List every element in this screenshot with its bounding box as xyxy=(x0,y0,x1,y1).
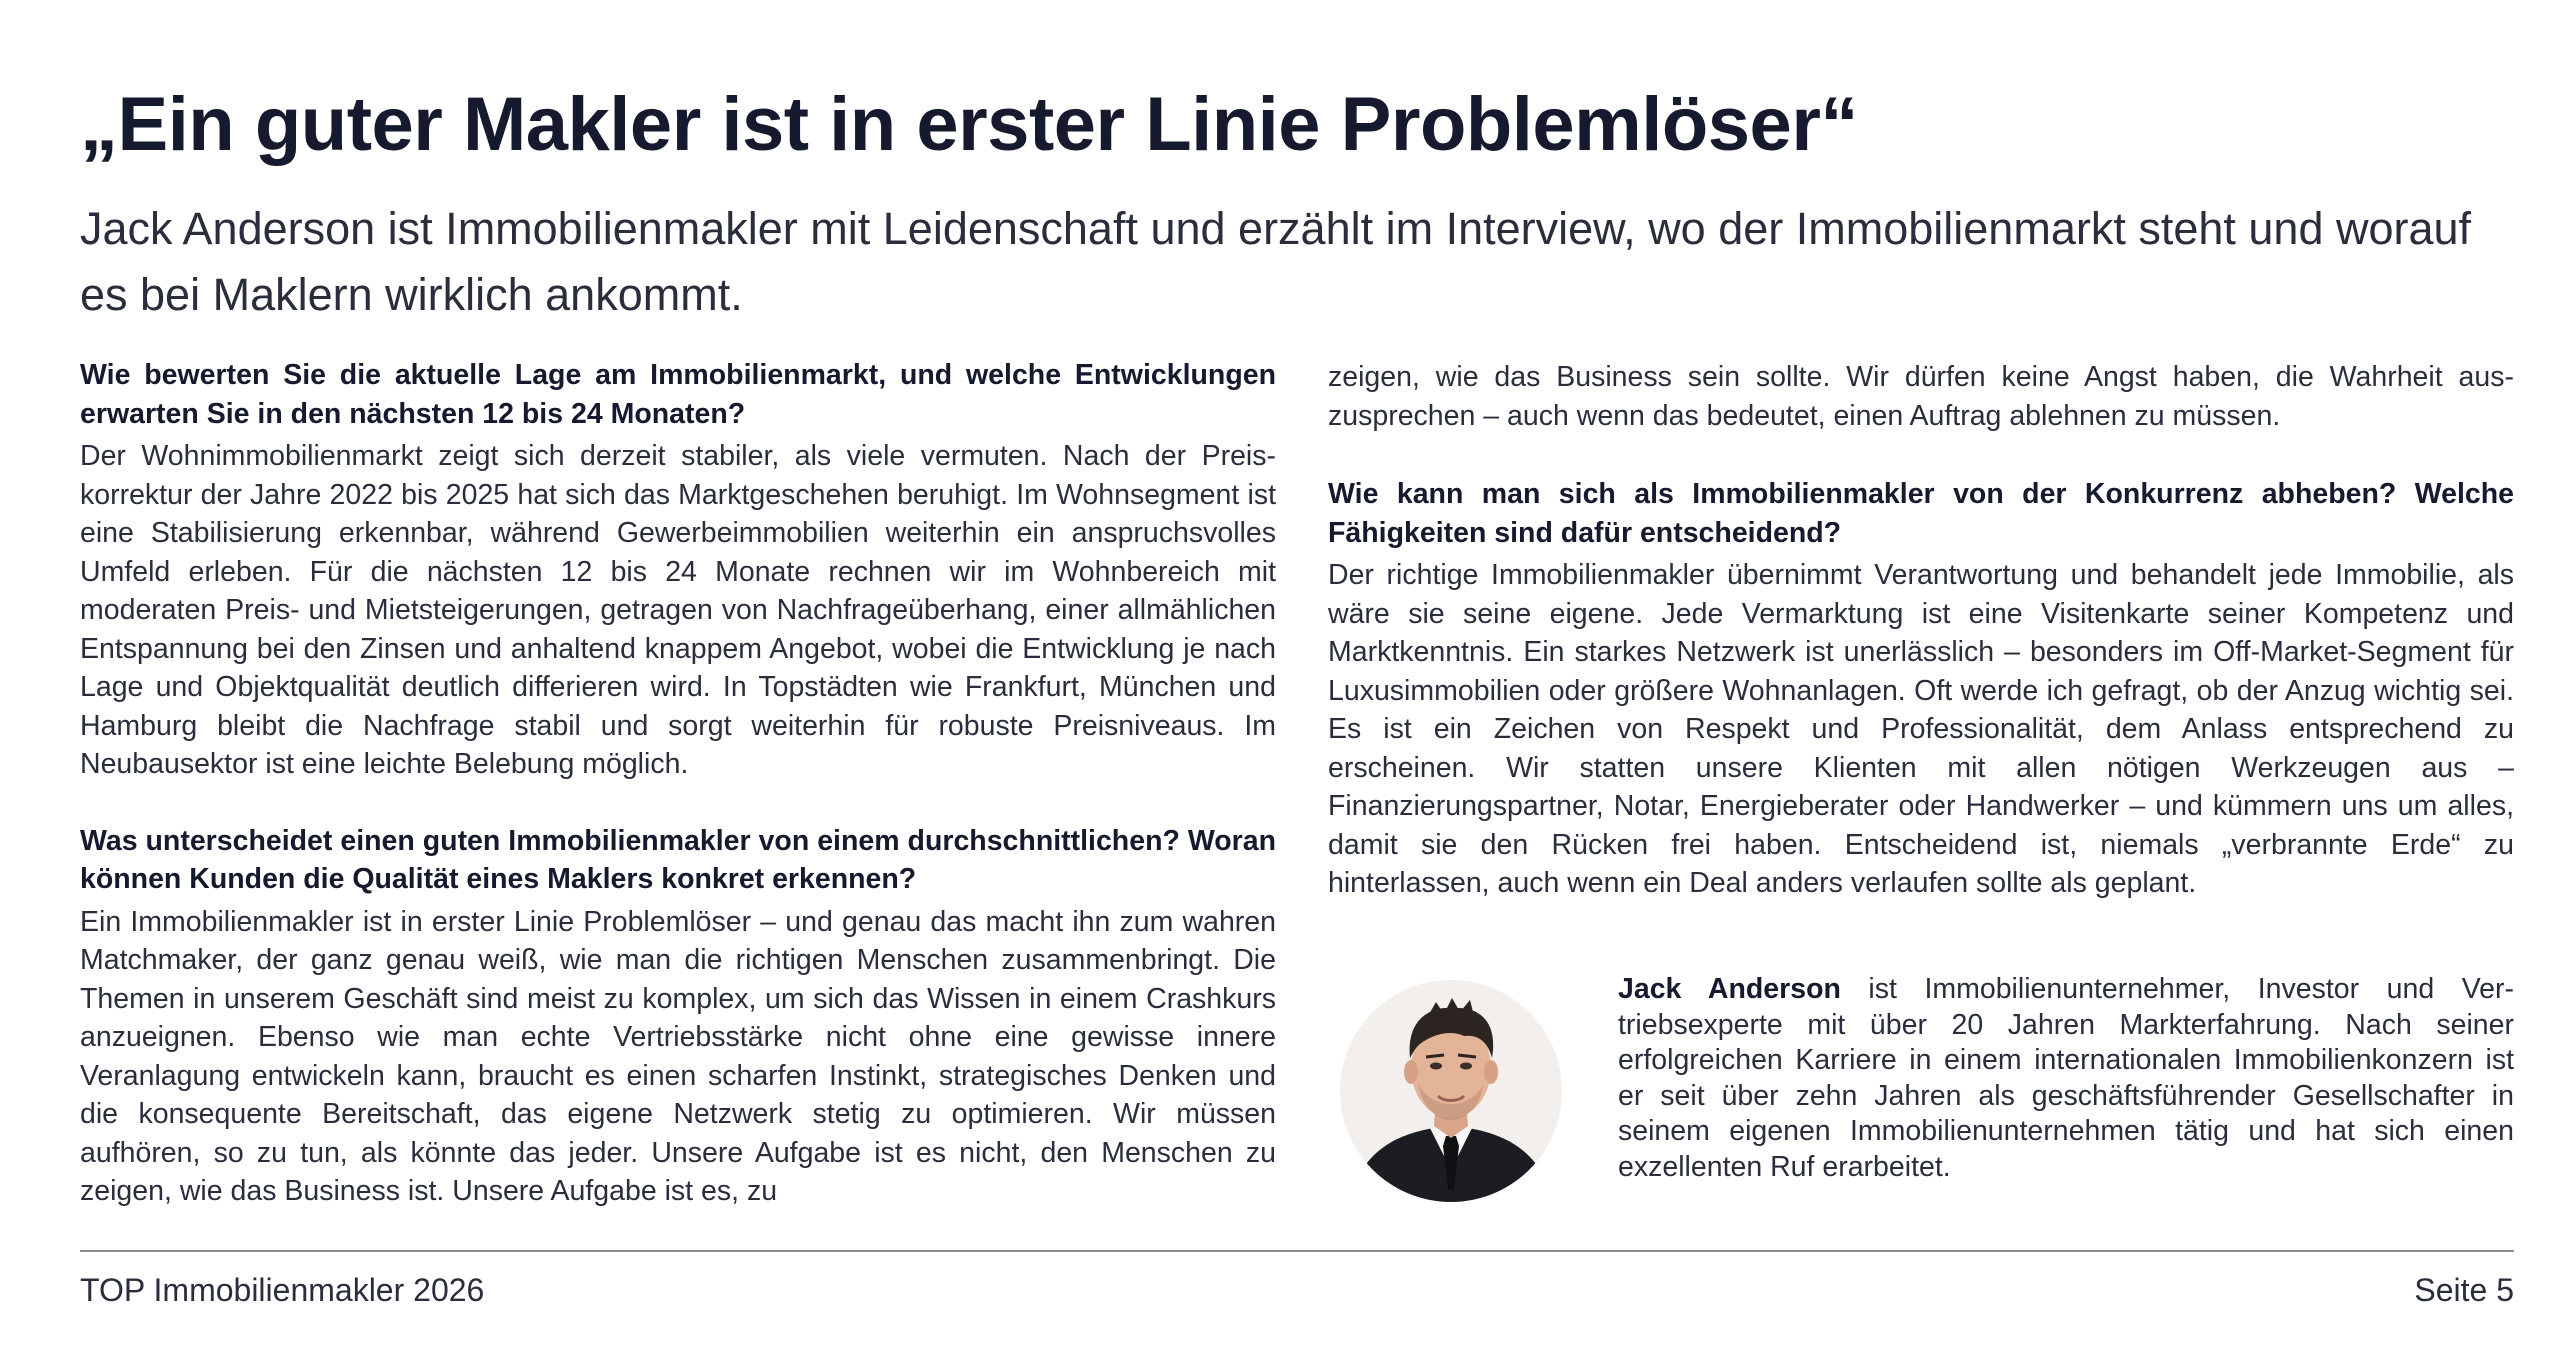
article-lead: Jack Anderson ist Immobilienmakler mit Leidenschaft und erzählt im Interview, wo der Immobilienmarkt steht und worauf es bei Maklern wirklich ankommt. xyxy=(80,203,2472,320)
answer-1: Der Wohnimmobilienmarkt zeigt sich derzeit stabiler, als viele vermuten. Nach der Preiskorrektur der Jahre 2022 bis 2025 hat sich das Marktgeschehen beruhigt. Im Wohnsegment ist eine Stabilisierung erkennbar, während Gewerbeimmobilien weiterhin ein anspruchsvolles Umfeld erleben. Für die nächsten 12 bis 24 Monate rechnen wir im Wohnbereich mit moderaten Preis- und Mietsteigerungen, getragen von Nachfrageüberhang, einer allmählichen Entspannung bei den Zinsen und anhaltend knappem Angebot, wobei die Entwicklung je nach Lage und Objektqualität deutlich differieren wird. In Topstädten wie Frankfurt, München und Hamburg bleibt die Nachfrage stabil und sorgt weiterhin für robuste Preisniveaus. Im Neubausektor ist eine leichte Belebung möglich. xyxy=(80,440,1276,780)
question-3: Wie kann man sich als Immobilienmakler von der Konkurrenz abheben? Welche Fähigkeiten sind dafür entscheidend? xyxy=(1328,478,2514,549)
footer-divider xyxy=(80,1250,2514,1252)
author-bio xyxy=(1328,964,2514,1214)
answer-2: Ein Immobilienmakler ist in erster Linie Problemlöser – und genau das macht ihn zum wahren Matchmaker, der ganz genau weiß, wie man die richtigen Menschen zusammenbringt. Die Themen in unserem Geschäft sind meist zu komplex, um sich das Wissen in einem Crashkurs anzueignen. Ebenso wie man echte Vertriebsstärke nicht ohne eine gewisse innere Veranlagung entwickeln kann, braucht es einen scharfen Instinkt, strategisches Denken und die konsequente Bereitschaft, das eigene Netzwerk stetig zu optimieren. Wir müssen aufhören, so zu tun, als könnte das jeder. Unsere Aufgabe ist es nicht, den Menschen zu zeigen, wie das Business ist. Unsere Aufgabe ist es, zu xyxy=(80,905,1276,1207)
answer-3: Der richtige Immobilienmakler übernimmt Verantwortung und behandelt jede Immobilie, als wäre sie seine eigene. Jede Vermarktung ist eine Visitenkarte seiner Kompetenz und Marktkenntnis. Ein starkes Netzwerk ist unerlässlich – besonders im Off-Market-Segment für Luxusimmobilien oder größere Wohnanlagen. Oft werde ich gefragt, ob der Anzug wichtig sei. Es ist ein Zeichen von Respekt und Professionalität, dem Anlass entsprechend zu erscheinen. Wir statten unsere Klienten mit allen nötigen Werkzeugen aus – Finanzierungspartner, Notar, Energieberater oder Handwerker – und kümmern uns um alles, damit sie den Rücken frei haben. Entscheidend ist, niemals „verbrannte Erde“ zu hinterlassen, auch wenn ein Deal anders verlaufen sollte als geplant. xyxy=(1328,559,2514,899)
bio-name: Jack Anderson xyxy=(1618,973,1841,1005)
section-spacer xyxy=(80,784,1276,822)
answer-2-continued: zeigen, wie das Business sein sollte. Wir dürfen keine Angst haben, die Wahrheit auszusprechen – auch wenn das bedeutet, einen Auftrag ablehnen zu müssen. xyxy=(1328,361,2514,432)
left-column xyxy=(80,356,1276,1211)
page-title: „Ein guter Makler ist in erster Linie Problemlöser“ xyxy=(80,82,1858,167)
question-2: Was unterscheidet einen guten Immobilienmakler von einem durchschnittlichen? Woran können Kunden die Qualität eines Maklers konkret erkennen? xyxy=(80,824,1276,895)
section-spacer xyxy=(1328,435,2514,475)
bio-description: ist Immobilienunternehmer, Investor und Vertriebsexperte mit über 20 Jahren Markterfahrung. Nach seiner erfolgreichen Karriere in einem internationalen Immobilienkonzern ist er seit über zehn Jahren als geschäftsführender Gesellschafter in seinem eigenen Immobilienunternehmen tätig und hat sich einen exzellenten Ruf erarbeitet. xyxy=(1618,973,2514,1183)
footer-publication: TOP Immobilienmakler 2026 xyxy=(80,1272,485,1308)
author-portrait xyxy=(1340,980,1562,1202)
question-1: Wie bewerten Sie die aktuelle Lage am Immobilienmarkt, und welche Entwicklungen erwarten Sie in den nächsten 12 bis 24 Monaten? xyxy=(80,359,1276,430)
right-column xyxy=(1328,358,2514,903)
portrait-image xyxy=(1340,980,1562,1202)
bio-text xyxy=(1618,972,2514,1185)
footer-page-number: Seite 5 xyxy=(2414,1272,2514,1308)
